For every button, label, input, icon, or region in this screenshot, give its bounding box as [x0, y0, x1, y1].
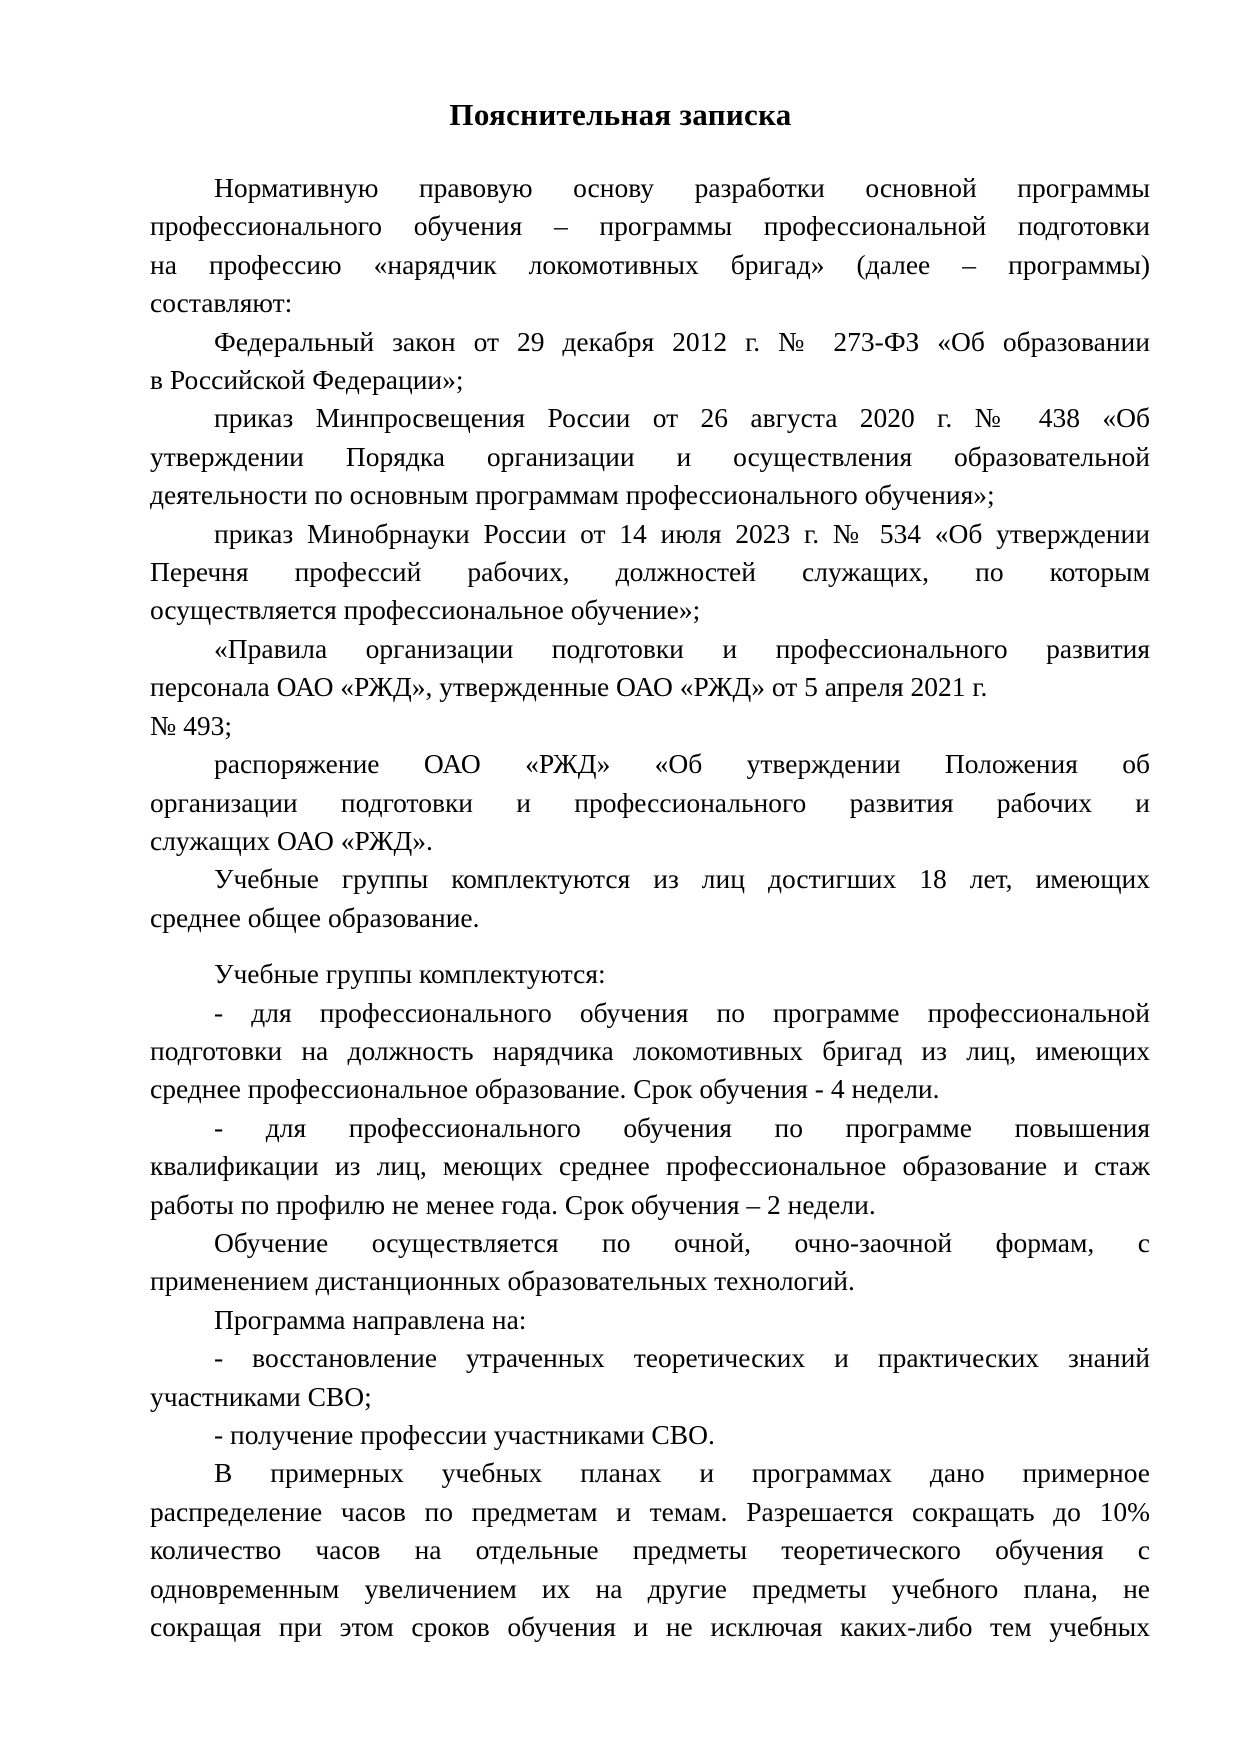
text-line: - получение профессии участниками СВО.: [214, 1419, 715, 1450]
paragraph-rzd-rules: [150, 630, 1150, 745]
text-line: организации подготовки и профессионального развития рабочих и: [150, 786, 1150, 818]
paragraph-intro: [150, 169, 1150, 323]
text-line: профессионального обучения – программы профессиональной подготовки: [150, 210, 1150, 242]
text-line: одновременным увеличением их на другие предметы учебного плана, не: [150, 1572, 1150, 1604]
text-line: Учебные группы комплектуются:: [214, 958, 606, 990]
paragraph-rzd-directive: [150, 745, 1150, 860]
paragraph-aim-profession: [150, 1416, 1150, 1454]
text-line: - для профессионального обучения по программе профессиональной: [214, 996, 1150, 1028]
text-line: участниками СВО;: [150, 1380, 372, 1412]
paragraph-curriculum-hours: [150, 1454, 1150, 1646]
text-line: Обучение осуществляется по очной, очно-заочной формам, с: [214, 1226, 1150, 1258]
paragraph-groups-age: [150, 860, 1150, 937]
text-line: персонала ОАО «РЖД», утвержденные ОАО «РЖД» от 5 апреля 2021 г.: [150, 671, 988, 703]
text-line: - для профессионального обучения по программе повышения: [214, 1111, 1150, 1143]
text-line: в Российской Федерации»;: [150, 364, 464, 396]
text-line: «Правила организации подготовки и профессионального развития: [214, 632, 1150, 664]
paragraph-order-minobrnauki: [150, 515, 1150, 630]
text-line: утверждении Порядка организации и осуществления образовательной: [150, 440, 1150, 472]
paragraph-federal-law: [150, 323, 1150, 400]
document-title: Пояснительная записка: [449, 97, 792, 132]
text-line: работы по профилю не менее года. Срок обучения – 2 недели.: [150, 1188, 876, 1220]
text-line: деятельности по основным программам профессионального обучения»;: [150, 479, 995, 511]
text-line: В примерных учебных планах и программах дано примерное: [214, 1457, 1150, 1489]
paragraph-aim-restore: [150, 1339, 1150, 1416]
text-line: Перечня профессий рабочих, должностей служащих, по которым: [150, 556, 1150, 588]
paragraph-groups-heading: [150, 955, 1150, 993]
text-line: Нормативную правовую основу разработки основной программы: [214, 172, 1150, 203]
text-line: на профессию «нарядчик локомотивных бригад» (далее – программы): [150, 248, 1150, 280]
text-line: сокращая при этом сроков обучения и не исключая каких-либо тем учебных: [150, 1611, 1150, 1643]
text-line: среднее профессиональное образование. Срок обучения - 4 недели.: [150, 1073, 940, 1105]
text-line: № 493;: [150, 709, 233, 741]
text-line: квалификации из лиц, меющих среднее профессиональное образование и стаж: [150, 1150, 1150, 1182]
text-line: Федеральный закон от 29 декабря 2012 г. № 273-ФЗ «Об образовании: [214, 325, 1150, 357]
text-line: служащих ОАО «РЖД».: [150, 824, 433, 856]
paragraph-training-forms: [150, 1224, 1150, 1301]
text-line: осуществляется профессиональное обучение»;: [150, 594, 701, 626]
text-line: подготовки на должность нарядчика локомотивных бригад из лиц, имеющих: [150, 1034, 1150, 1066]
text-line: Учебные группы комплектуются из лиц достигших 18 лет, имеющих: [214, 863, 1150, 895]
text-line: Программа направлена на:: [214, 1303, 527, 1335]
text-line: среднее общее образование.: [150, 901, 480, 933]
text-line: приказ Минобрнауки России от 14 июля 2023 г. № 534 «Об утверждении: [214, 517, 1150, 549]
text-line: приказ Минпросвещения России от 26 августа 2020 г. № 438 «Об: [214, 402, 1150, 434]
paragraph-training-program: [150, 994, 1150, 1109]
text-line: количество часов на отдельные предметы теоретического обучения с: [150, 1534, 1150, 1566]
text-line: распределение часов по предметам и темам. Разрешается сокращать до 10%: [150, 1495, 1150, 1527]
document-body: [150, 169, 1150, 1646]
text-line: - восстановление утраченных теоретических и практических знаний: [214, 1342, 1150, 1374]
text-line: составляют:: [150, 287, 293, 319]
paragraph-order-minprosveshcheniya: [150, 399, 1150, 514]
paragraph-program-aims: [150, 1301, 1150, 1339]
text-line: применением дистанционных образовательных технологий.: [150, 1265, 855, 1297]
text-line: распоряжение ОАО «РЖД» «Об утверждении Положения об: [214, 748, 1150, 780]
paragraph-upgrade-program: [150, 1109, 1150, 1224]
